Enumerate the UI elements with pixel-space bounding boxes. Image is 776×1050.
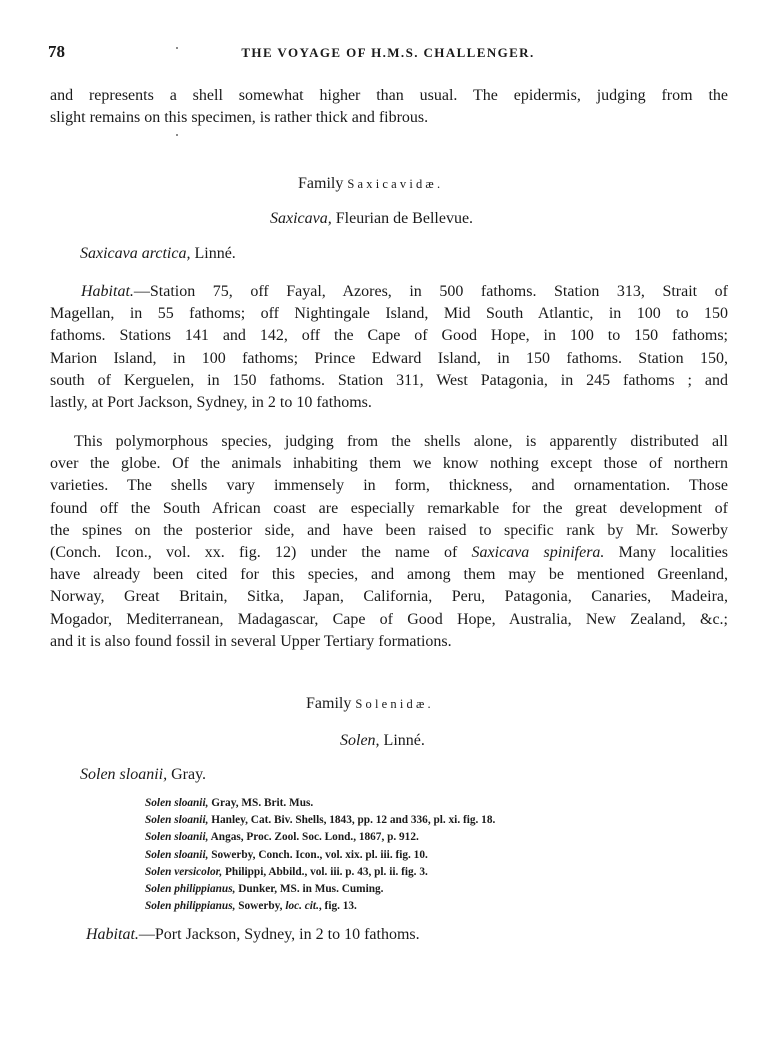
habitat-line-solen: [0, 926, 776, 944]
synonym-reference: Angas, Proc. Zool. Soc. Lond., 1867, p. 912.: [208, 831, 419, 844]
synonym-reference-italic: loc. cit.: [285, 900, 319, 913]
text-line: [50, 542, 728, 564]
synonymy-entry: [145, 864, 495, 881]
text-line: and represents a shell somewhat higher than usual. The epidermis, judging from the: [50, 87, 728, 104]
text-line: This polymorphous species, judging from the shells alone, is apparently distributed all: [74, 433, 728, 450]
text-segment: (Conch. Icon., vol. xx. fig. 12) under the name of: [50, 544, 472, 562]
continued-paragraph: [50, 85, 728, 129]
family-label: Family: [306, 695, 352, 712]
text-line: Magellan, in 55 fathoms; off Nightingale Island, Mid South Atlantic, in 100 to 150: [50, 305, 728, 323]
genus-name: Saxicava,: [270, 210, 332, 227]
print-speck: [176, 134, 178, 136]
synonym-name: Solen versicolor,: [145, 865, 223, 878]
text-line: over the globe. Of the animals inhabiting them we know nothing except those of northern: [50, 455, 728, 473]
genus-heading-solen: [0, 732, 776, 750]
discussion-paragraph-saxicava: [50, 431, 728, 653]
species-author: Linné.: [190, 245, 236, 262]
text-line: Marion Island, in 100 fathoms; Prince Edward Island, in 150 fathoms. Station 150,: [50, 349, 728, 367]
text-line: found off the South African coast are especially remarkable for the great development of: [50, 499, 728, 517]
genus-author: Linné.: [379, 732, 425, 749]
synonym-reference: Dunker, MS. in Mus. Cuming.: [235, 883, 384, 896]
synonymy-entry: [145, 881, 495, 898]
synonymy-entry: [145, 795, 495, 812]
synonym-reference: Hanley, Cat. Biv. Shells, 1843, pp. 12 and 336, pl. xi. fig. 18.: [208, 814, 496, 827]
synonym-name: Solen sloanii,: [145, 848, 209, 861]
synonymy-entry: [145, 812, 495, 829]
synonymy-entry: [145, 898, 495, 915]
text-line: Mogador, Mediterranean, Madagascar, Cape of Good Hope, Australia, New Zealand, &c.;: [50, 610, 728, 628]
print-speck: [176, 47, 178, 49]
family-label: Family: [298, 175, 344, 192]
synonym-name: Solen sloanii,: [145, 831, 209, 844]
habitat-text: —Station 75, off Fayal, Azores, in 500 fathoms. Station 313, Strait of: [133, 283, 728, 300]
text-line: have already been cited for this species, and among them may be mentioned Greenland,: [50, 566, 728, 584]
habitat-label: Habitat.: [86, 926, 139, 943]
synonym-reference: , fig. 13.: [318, 900, 357, 913]
text-line: the spines on the posterior side, and have been raised to specific rank by Mr. Sowerby: [50, 521, 728, 539]
synonym-name: Solen philippianus,: [145, 883, 236, 896]
text-segment: Many localities: [604, 544, 729, 562]
synonym-reference: Sowerby, Conch. Icon., vol. xix. pl. iii. fig. 10.: [208, 848, 428, 861]
habitat-label: Habitat.: [81, 283, 134, 300]
text-line: south of Kerguelen, in 150 fathoms. Station 311, West Patagonia, in 245 fathoms ; and: [50, 371, 728, 389]
text-line: lastly, at Port Jackson, Sydney, in 2 to 10 fathoms.: [50, 394, 372, 412]
habitat-text: —Port Jackson, Sydney, in 2 to 10 fathoms.: [138, 926, 420, 943]
genus-heading-saxicava: [0, 210, 776, 228]
text-line: Norway, Great Britain, Sitka, Japan, California, Peru, Patagonia, Canaries, Madeira,: [50, 588, 728, 606]
species-heading-saxicava-arctica: [0, 245, 776, 263]
genus-author: Fleurian de Bellevue.: [331, 210, 474, 227]
family-heading-solenidae: [0, 695, 776, 713]
running-title: THE VOYAGE OF H.M.S. CHALLENGER.: [241, 45, 535, 60]
text-line: [50, 281, 728, 303]
synonym-reference: Sowerby,: [235, 900, 286, 913]
synonym-reference: Philippi, Abbild., vol. iii. p. 43, pl. ii. fig. 3.: [222, 865, 428, 878]
species-name: Saxicava arctica,: [80, 245, 191, 262]
habitat-paragraph-saxicava: [50, 281, 728, 414]
synonym-reference: Gray, MS. Brit. Mus.: [208, 797, 314, 809]
family-name: Saxicavidæ.: [347, 177, 444, 191]
species-heading-solen-sloanii: [0, 766, 776, 784]
text-line: and it is also found fossil in several Upper Tertiary formations.: [50, 632, 452, 650]
synonymy-entry: [145, 829, 495, 846]
synonym-name: Solen philippianus,: [145, 900, 236, 913]
synonymy-entry: [145, 847, 495, 864]
inline-species-name: Saxicava spinifera.: [471, 544, 605, 562]
synonym-name: Solen sloanii,: [145, 814, 209, 827]
text-line: varieties. The shells vary immensely in form, thickness, and ornamentation. Those: [50, 477, 728, 495]
family-name: Solenidæ.: [355, 697, 434, 711]
page-number: 78: [48, 42, 65, 61]
genus-name: Solen,: [340, 732, 380, 749]
synonymy-list: [145, 795, 495, 915]
text-line: slight remains on this specimen, is rather thick and fibrous.: [50, 109, 429, 127]
text-line: fathoms. Stations 141 and 142, off the Cape of Good Hope, in 100 to 150 fathoms;: [50, 327, 728, 345]
species-author: Gray.: [167, 766, 207, 783]
species-name: Solen sloanii,: [80, 766, 168, 783]
family-heading-saxicavidae: [0, 175, 776, 193]
synonym-name: Solen sloanii,: [145, 797, 209, 809]
